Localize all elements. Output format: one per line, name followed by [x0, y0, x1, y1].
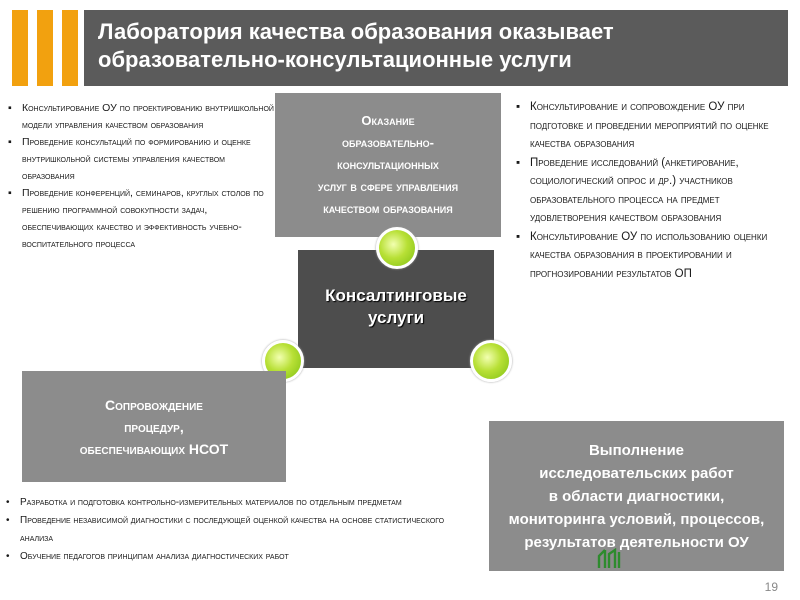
box-line: исследовательских работ: [539, 464, 734, 482]
box-line: результатов деятельности ОУ: [524, 533, 749, 551]
center-line: Консалтинговые: [325, 286, 467, 305]
center-line: услуги: [367, 308, 425, 327]
accent-bar-2: [37, 10, 53, 86]
box-line: услуг в сфере управления: [317, 179, 459, 194]
logo-icon: [597, 548, 623, 570]
top-service-box: [275, 93, 501, 237]
page-title: [84, 10, 788, 86]
list-item: ▪ Проведение консультаций по формированию и оценке внутришкольной системы управления качеством образования: [8, 134, 276, 185]
list-item: ▪ Консультирование и сопровождение ОУ при подготовке и проведении мероприятий по оценке качества образования: [516, 98, 790, 154]
top-left-list: [8, 100, 276, 253]
box-line: консультационных: [337, 157, 439, 172]
box-line: Выполнение: [588, 441, 685, 459]
list-item: ▪ Проведение исследований (анкетирование, социологический опрос и др.) участников образовательного процесса на предмет удовлетворения качеством образования: [516, 154, 790, 228]
left-service-box: [22, 371, 286, 482]
box-line: процедур,: [124, 418, 184, 435]
top-right-list: [516, 98, 790, 283]
box-line: в области диагностики,: [548, 487, 725, 505]
bottom-left-list: [6, 494, 476, 566]
list-item: • Проведение независимой диагностики с последующей оценкой качества на основе статистического анализа: [6, 512, 476, 548]
box-line: обеспечивающих НСОТ: [79, 440, 229, 457]
right-service-box: [489, 421, 784, 571]
list-item: ▪ Проведение конференций, семинаров, круглых столов по решению программной совокупности задач, обеспечивающих качество и эффективность учебно-воспитательного процесса: [8, 185, 276, 253]
page-number: 19: [764, 580, 778, 594]
box-line: образовательно-: [342, 135, 434, 150]
accent-bar-1: [12, 10, 28, 86]
list-item: • Обучение педагогов принципам анализа диагностических работ: [6, 548, 476, 566]
title-line-1: Лаборатория качества образования оказывает: [98, 19, 614, 44]
list-item: • Разработка и подготовка контрольно-измерительных материалов по отдельным предметам: [6, 494, 476, 512]
green-node-top: [376, 227, 418, 269]
box-line: мониторинга условий, процессов,: [508, 510, 765, 528]
accent-bar-3: [62, 10, 78, 86]
list-item: ▪ Консультирование ОУ по проектированию внутришкольной модели управления качеством образования: [8, 100, 276, 134]
center-consulting-label: [298, 285, 494, 329]
box-line: Оказание: [361, 113, 415, 128]
green-node-right: [470, 340, 512, 382]
title-line-2: образовательно-консультационные услуги: [98, 47, 572, 72]
box-line: качеством образования: [323, 201, 453, 216]
box-line: Сопровождение: [105, 396, 203, 413]
list-item: ▪ Консультирование ОУ по использованию оценки качества образования в проектировании и прогнозировании результатов ОП: [516, 228, 790, 284]
